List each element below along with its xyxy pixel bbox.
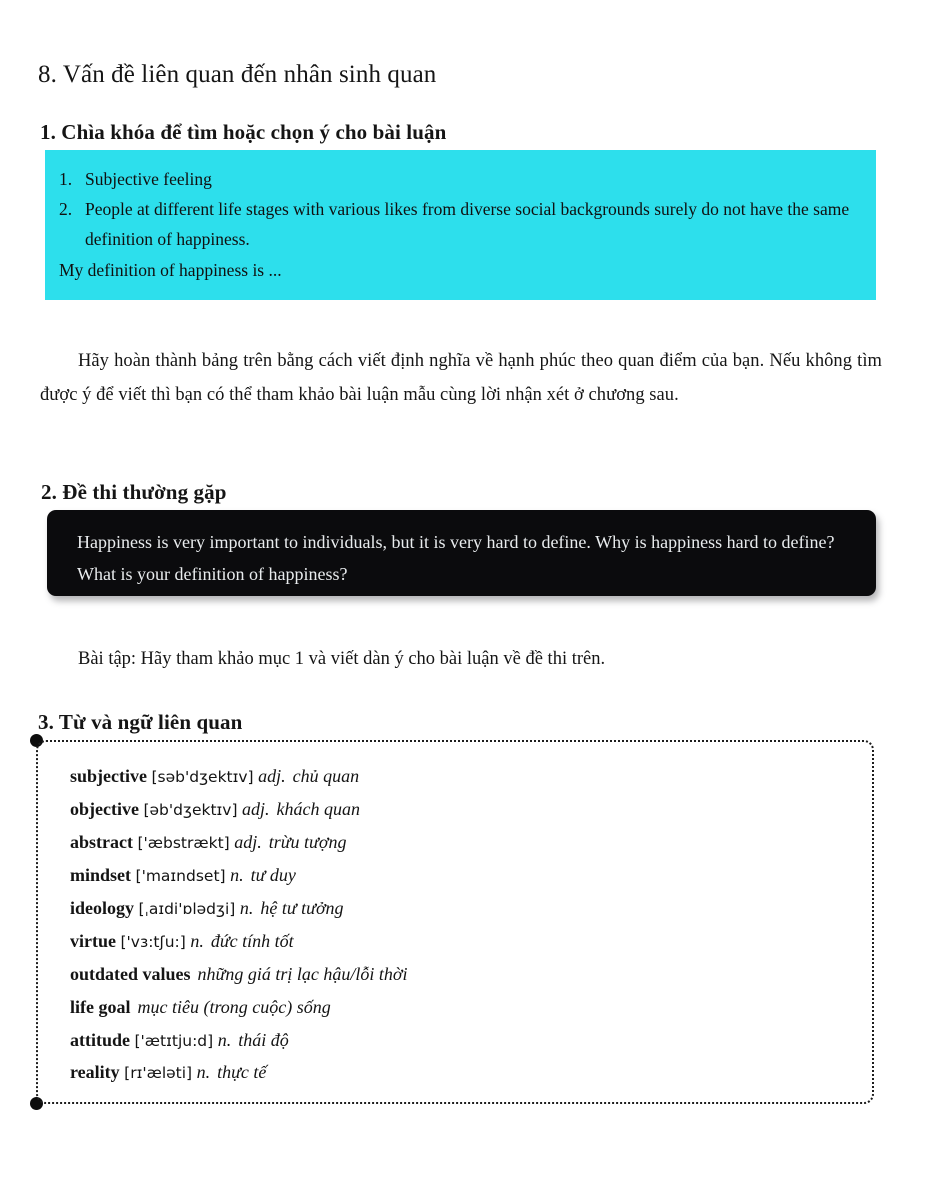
vocabulary-part-of-speech: n. [217,1029,232,1050]
list-item [59,194,856,254]
vocabulary-term: life goal [70,996,131,1017]
vocabulary-pronunciation: ['maɪndset] [135,866,226,885]
vocabulary-entry [70,892,852,925]
vocabulary-part-of-speech: n. [190,930,204,951]
vocabulary-meaning: tư duy [250,864,296,885]
vocabulary-term: outdated values [70,963,191,984]
vocabulary-list [70,760,852,1089]
vocabulary-box [36,740,874,1104]
vocabulary-meaning: trừu tượng [268,831,347,852]
vocabulary-meaning: thái độ [238,1029,289,1050]
vocabulary-pronunciation: [ˌaɪdi'ɒlədʒi] [138,899,236,918]
list-item-label: Subjective feeling [85,169,212,189]
vocabulary-pronunciation: [səb'dʒektɪv] [151,768,254,786]
vocabulary-meaning: đức tính tốt [210,930,294,951]
vocabulary-term: attitude [70,1029,130,1050]
highlight-closing-line: My definition of happiness is ... [59,260,282,281]
vocabulary-pronunciation: ['vɜ:tʃu:] [120,932,186,951]
vocabulary-term: abstract [70,831,133,852]
vocabulary-term: reality [70,1062,120,1083]
vocabulary-term: ideology [70,897,135,918]
vocabulary-entry [70,793,852,826]
vocabulary-part-of-speech: adj. [242,798,270,819]
vocabulary-entry [70,925,852,958]
section-heading-2: 2. Đề thi thường gặp [41,480,227,505]
vocabulary-meaning: khách quan [276,798,361,819]
vocabulary-entry [70,1056,852,1089]
highlight-list [59,164,856,254]
vocabulary-meaning: thực tế [217,1062,267,1083]
vocabulary-pronunciation: ['æbstrækt] [137,833,230,852]
vocabulary-part-of-speech: n. [196,1062,211,1083]
vocabulary-entry [70,1024,852,1057]
vocabulary-entry [70,859,852,892]
vocabulary-term: subjective [70,766,147,786]
exam-prompt-box [47,510,876,596]
vocabulary-meaning: chủ quan [292,766,360,786]
vocabulary-part-of-speech: adj. [258,766,286,786]
vocabulary-part-of-speech: n. [239,897,254,918]
vocabulary-meaning: những giá trị lạc hậu/lỗi thời [197,963,408,984]
exercise-instruction: Bài tập: Hãy tham khảo mục 1 và viết dàn ý cho bài luận về đề thi trên. [78,648,606,669]
vocabulary-meaning: mục tiêu (trong cuộc) sống [137,996,331,1017]
page-title: 8. Vấn đề liên quan đến nhân sinh quan [38,60,437,88]
vocabulary-pronunciation: [əb'dʒektɪv] [143,800,238,819]
vocabulary-entry [70,991,852,1024]
vocabulary-term: objective [70,798,139,819]
list-item-label: People at different life stages with various likes from diverse social backgrounds surely do not have the same definition of happiness. [85,199,850,250]
list-item [59,164,856,194]
section-heading-3: 3. Từ và ngữ liên quan [38,710,243,735]
vocabulary-entry [70,826,852,859]
highlight-box [45,150,876,300]
vocabulary-part-of-speech: n. [230,864,244,885]
vocabulary-term: virtue [70,930,116,951]
vocabulary-pronunciation: [rɪ'æləti] [124,1064,193,1083]
list-item-number: 1. [59,169,73,189]
list-item-number: 2. [59,199,73,220]
section-heading-1: 1. Chìa khóa để tìm hoặc chọn ý cho bài luận [40,120,447,145]
exam-prompt-text: Happiness is very important to individuals, but it is very hard to define. Why is happiness hard to define? What is your definition of happiness? [77,532,835,585]
vocabulary-entry [70,760,852,793]
vocabulary-part-of-speech: adj. [234,831,262,852]
section-1-paragraph: Hãy hoàn thành bảng trên bằng cách viết định nghĩa về hạnh phúc theo quan điểm của bạn. Nếu không tìm được ý để viết thì bạn có thể tham khảo bài luận mẫu cùng lời nhận xét ở chương sau. [40,350,882,405]
vocabulary-pronunciation: ['ætɪtju:d] [134,1031,214,1050]
vocabulary-meaning: hệ tư tưởng [260,897,344,918]
vocabulary-term: mindset [70,864,132,885]
vocabulary-entry [70,958,852,991]
